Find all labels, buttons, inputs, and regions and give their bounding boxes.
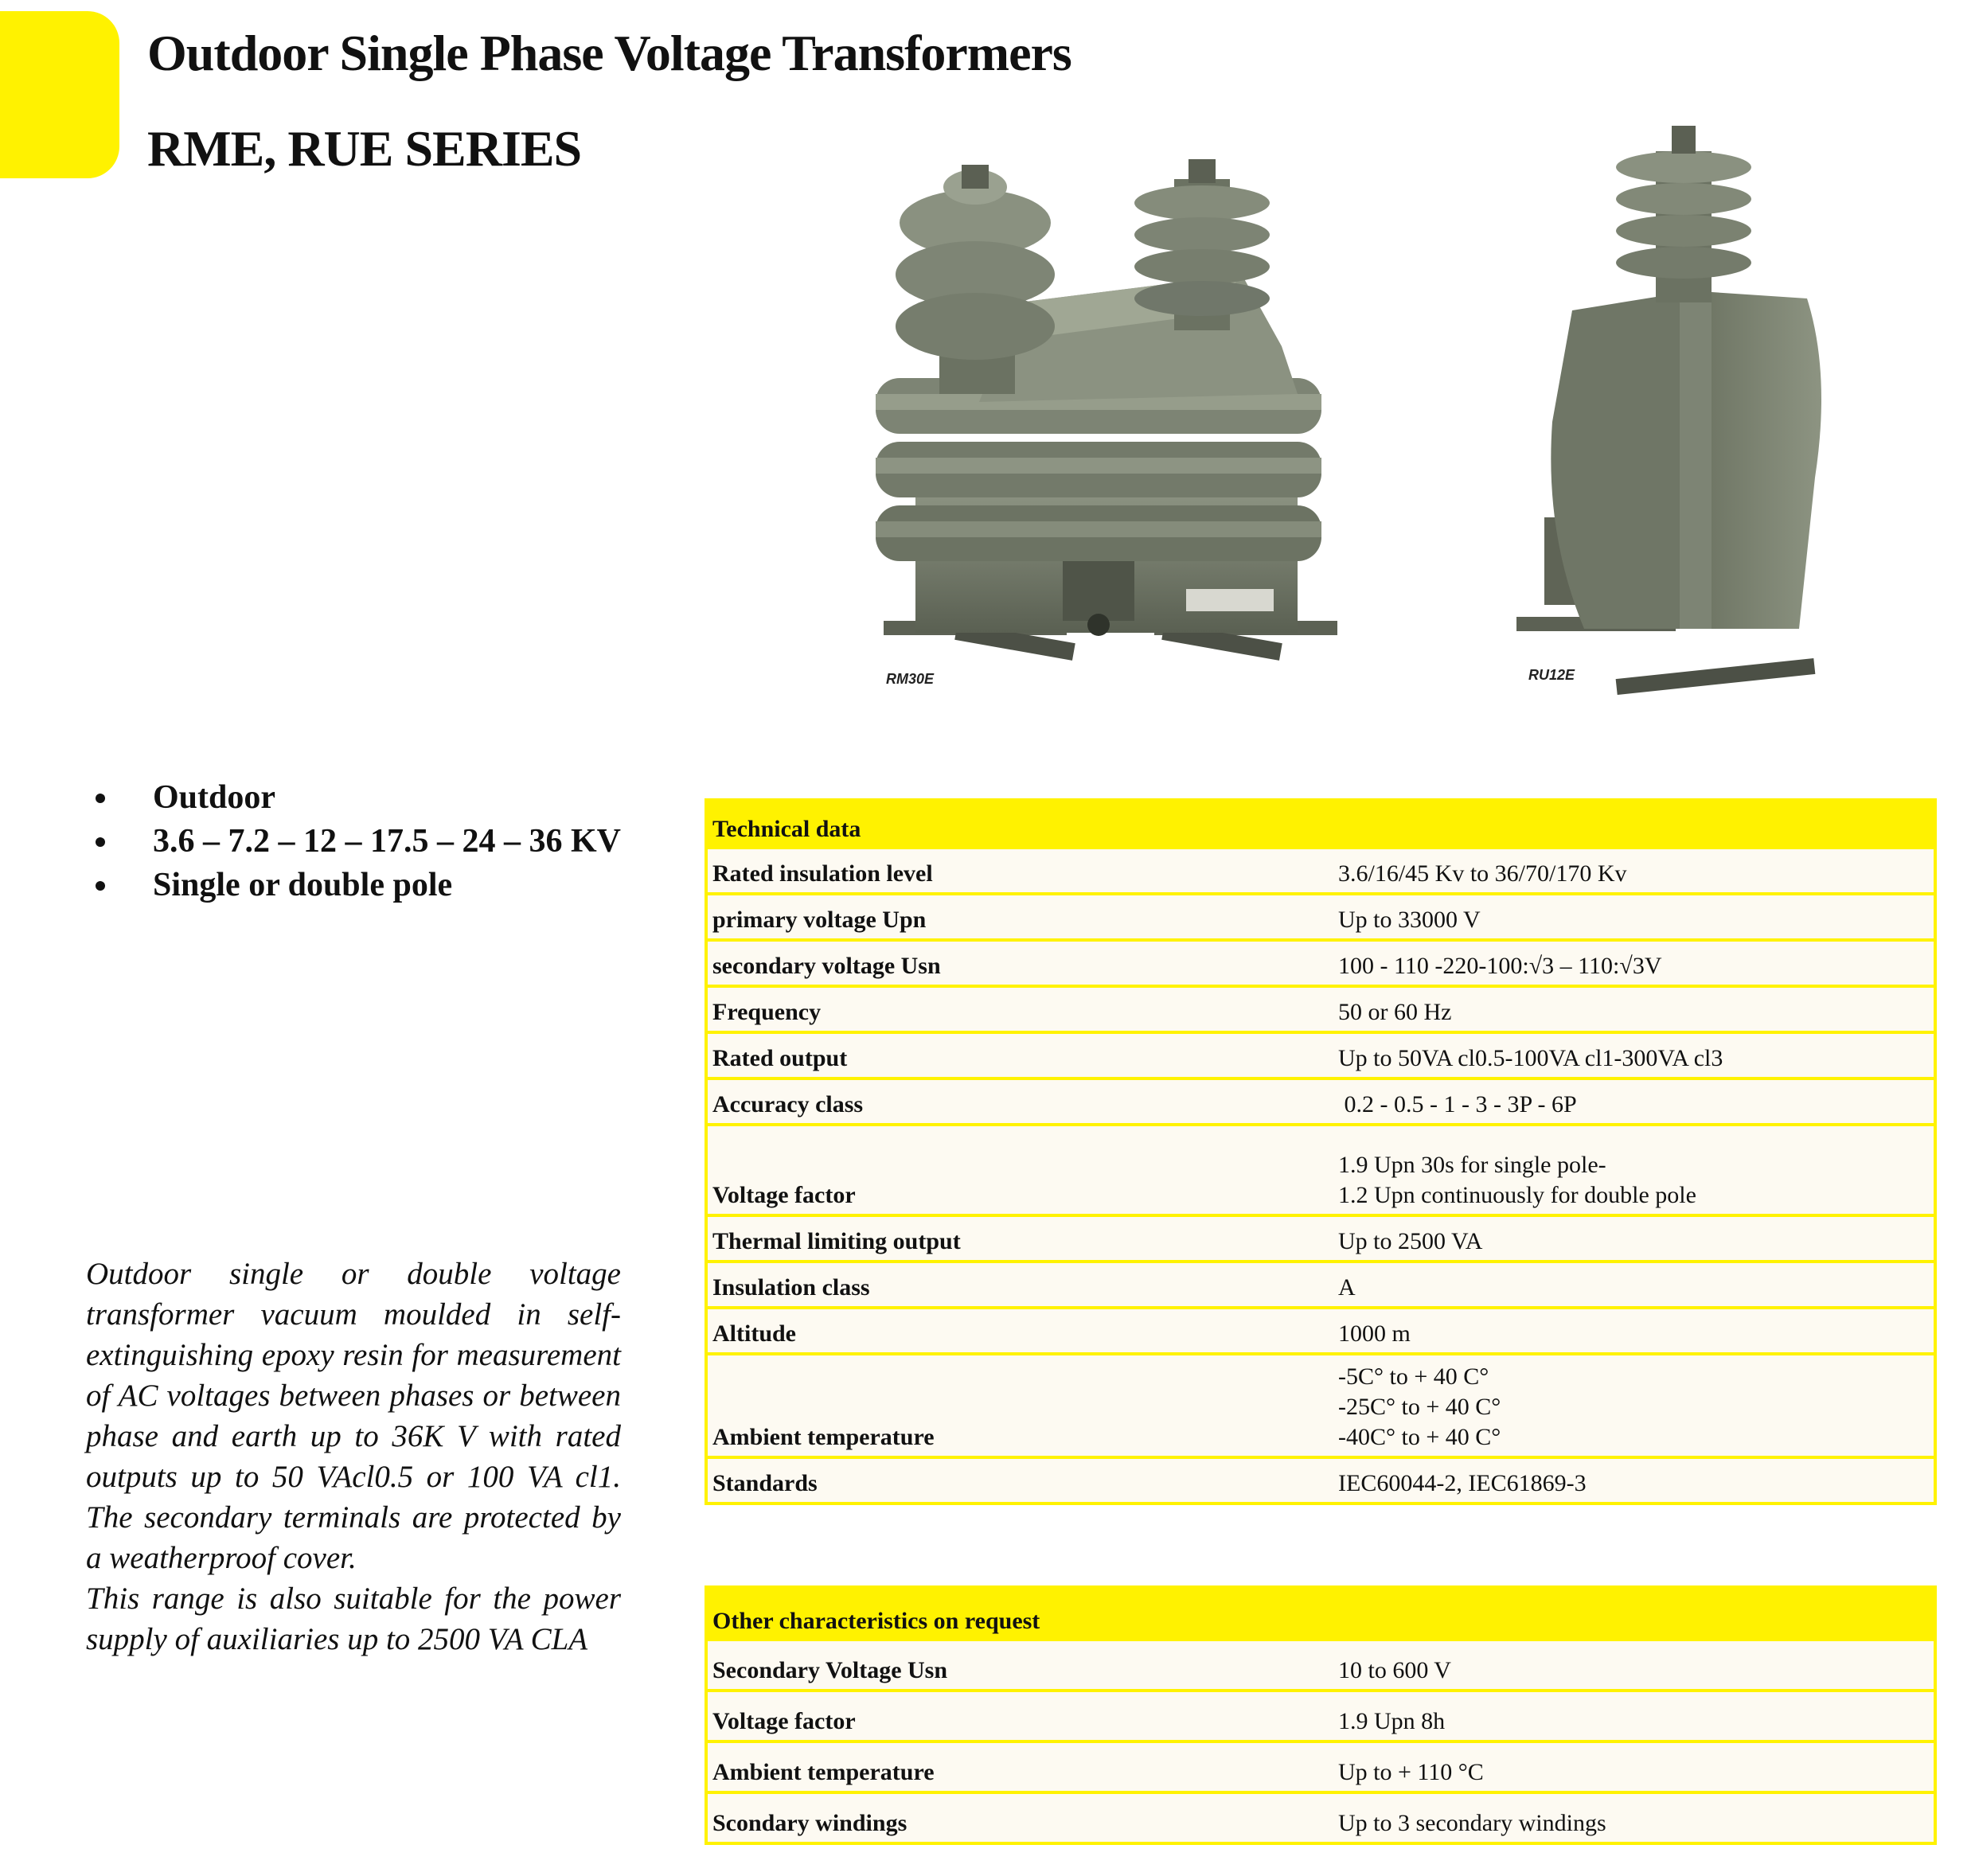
spec-value: 0.2 - 0.5 - 1 - 3 - 3P - 6P	[1330, 1078, 1935, 1125]
feature-list	[88, 776, 621, 907]
table-row	[706, 1354, 1935, 1457]
spec-value	[1330, 1354, 1935, 1457]
corner-tab	[0, 11, 119, 178]
table-row	[706, 848, 1935, 894]
table-row	[706, 894, 1935, 940]
voltage-transformer-double-pole-photo	[868, 155, 1361, 712]
spec-value	[1330, 1125, 1935, 1215]
spec-value: 10 to 600 V	[1330, 1640, 1935, 1691]
table-row	[706, 940, 1935, 986]
photo-caption: RU12E	[1528, 667, 1575, 683]
table-row	[706, 1215, 1935, 1262]
spec-label: Ambient temperature	[706, 1354, 1330, 1457]
table-header-row	[706, 800, 1935, 848]
spec-label: Rated output	[706, 1032, 1330, 1078]
spec-value-line: 1.2 Upn continuously for double pole	[1338, 1182, 1696, 1208]
spec-value-line: 1.9 Upn 30s for single pole-	[1338, 1152, 1606, 1178]
spec-value: Up to 50VA cl0.5-100VA cl1-300VA cl3	[1330, 1032, 1935, 1078]
feature-item: 3.6 – 7.2 – 12 – 17.5 – 24 – 36 KV	[88, 820, 621, 864]
spec-label: Voltage factor	[706, 1125, 1330, 1215]
spec-label: Frequency	[706, 986, 1330, 1032]
table-row	[706, 1032, 1935, 1078]
spec-label: primary voltage Upn	[706, 894, 1330, 940]
spec-value: Up to 2500 VA	[1330, 1215, 1935, 1262]
feature-item: Single or double pole	[88, 864, 621, 907]
photo-caption: RM30E	[886, 671, 935, 687]
spec-value: IEC60044-2, IEC61869-3	[1330, 1457, 1935, 1504]
feature-item: Outdoor	[88, 776, 621, 820]
description-paragraph: Outdoor single or double voltage transformer vacuum moulded in self-extinguishing epoxy resin for measurement of AC voltages between phases or between phase and earth up to 36K V with rated outputs up to 50 VAcl0.5 or 100 VA cl1. The secondary terminals are protected by a weatherproof cover.	[86, 1257, 621, 1575]
table-row	[706, 986, 1935, 1032]
table-row	[706, 1457, 1935, 1504]
spec-label: Altitude	[706, 1308, 1330, 1354]
spec-value: 1000 m	[1330, 1308, 1935, 1354]
table-row	[706, 1308, 1935, 1354]
page-title: Outdoor Single Phase Voltage Transformers	[147, 25, 1071, 81]
spec-label: Thermal limiting output	[706, 1215, 1330, 1262]
spec-value: Up to 33000 V	[1330, 894, 1935, 940]
spec-value: 1.9 Upn 8h	[1330, 1691, 1935, 1741]
spec-label: Insulation class	[706, 1262, 1330, 1308]
table-row	[706, 1078, 1935, 1125]
table-heading: Other characteristics on request	[706, 1587, 1330, 1640]
table-row	[706, 1741, 1935, 1792]
spec-label: secondary voltage Usn	[706, 940, 1330, 986]
product-description	[86, 1254, 621, 1660]
table-header-row	[706, 1587, 1935, 1640]
technical-data-table	[705, 798, 1937, 1505]
spec-label: Standards	[706, 1457, 1330, 1504]
spec-label: Rated insulation level	[706, 848, 1330, 894]
table-row	[706, 1262, 1935, 1308]
spec-label: Ambient temperature	[706, 1741, 1330, 1792]
spec-value: 3.6/16/45 Kv to 36/70/170 Kv	[1330, 848, 1935, 894]
table-row	[706, 1792, 1935, 1843]
spec-label: Voltage factor	[706, 1691, 1330, 1741]
spec-value: Up to + 110 °C	[1330, 1741, 1935, 1792]
table-row	[706, 1691, 1935, 1741]
spec-value: Up to 3 secondary windings	[1330, 1792, 1935, 1843]
spec-value-line: -5C° to + 40 C°	[1338, 1363, 1489, 1390]
spec-label: Accuracy class	[706, 1078, 1330, 1125]
spec-label: Scondary windings	[706, 1792, 1330, 1843]
table-row	[706, 1125, 1935, 1215]
spec-value-line: -25C° to + 40 C°	[1338, 1394, 1501, 1420]
series-title: RME, RUE SERIES	[147, 120, 582, 177]
table-heading: Technical data	[706, 800, 1330, 848]
voltage-transformer-single-pole-photo	[1497, 119, 1847, 708]
spec-value: A	[1330, 1262, 1935, 1308]
spec-value-line: -40C° to + 40 C°	[1338, 1424, 1501, 1450]
description-paragraph: This range is also suitable for the power supply of auxiliaries up to 2500 VA CLA	[86, 1582, 621, 1656]
spec-label: Secondary Voltage Usn	[706, 1640, 1330, 1691]
table-row	[706, 1640, 1935, 1691]
spec-value: 50 or 60 Hz	[1330, 986, 1935, 1032]
spec-value: 100 - 110 -220-100:√3 – 110:√3V	[1330, 940, 1935, 986]
other-characteristics-table	[705, 1585, 1937, 1845]
